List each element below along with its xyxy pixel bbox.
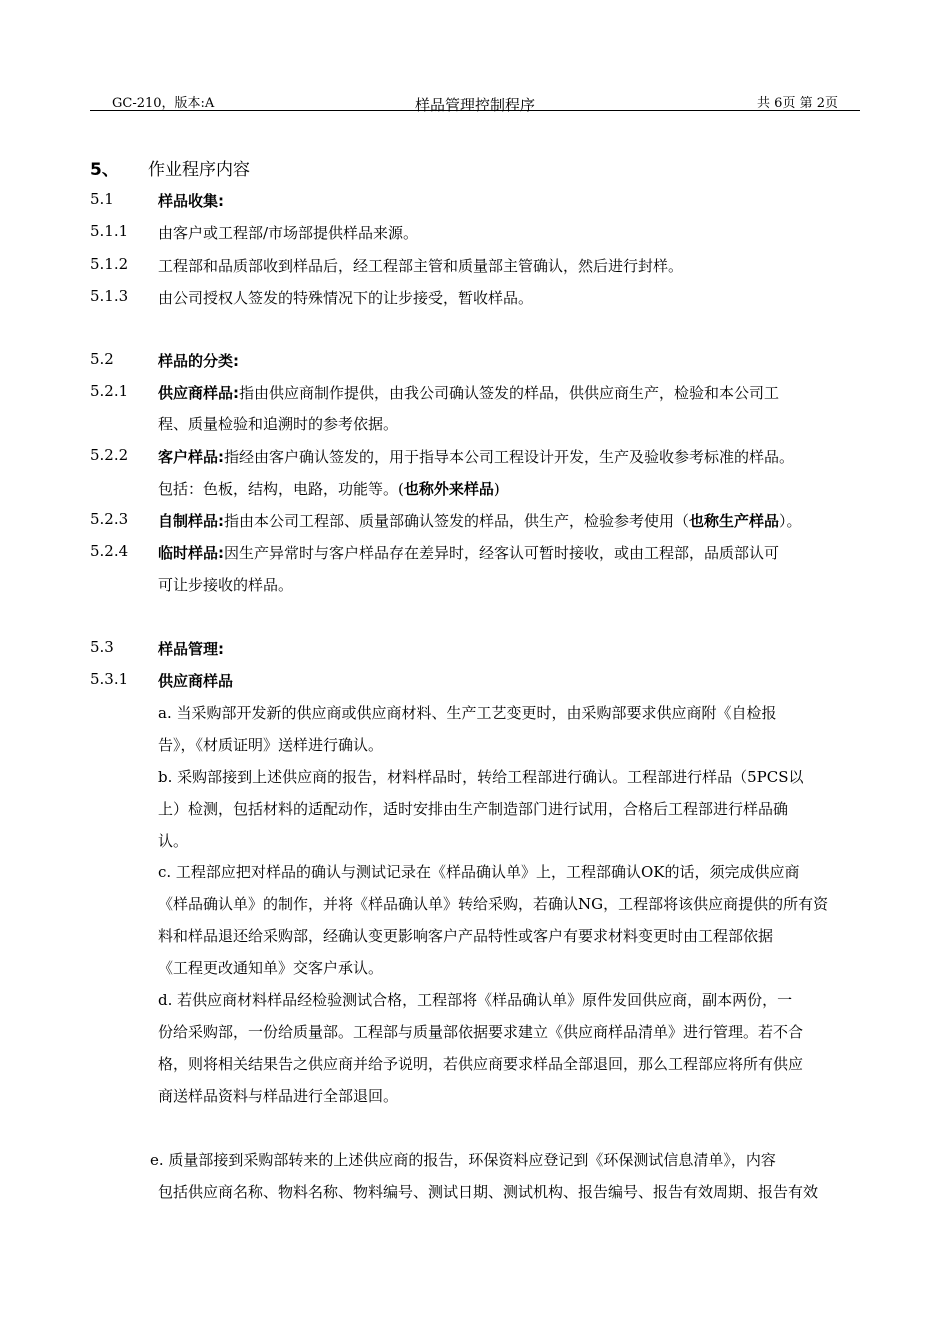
paragraph-e-line: e. 质量部接到采购部转来的上述供应商的报告，环保资料应登记到《环保测试信息清单》，内容 xyxy=(150,1151,776,1169)
doc-title: 样品管理控制程序 xyxy=(414,96,535,114)
page-header xyxy=(90,92,860,112)
paragraph-c-line: 《样品确认单》的制作，并将《样品确认单》转给采购，若确认NG，工程部将该供应商提供的所有资 xyxy=(158,895,829,913)
paragraph-a-line: a. 当采购部开发新的供应商或供应商材料、生产工艺变更时，由采购部要求供应商附《自检报 xyxy=(158,704,777,722)
paragraph-d-line: 份给采购部，一份给质量部。工程部与质量部依据要求建立《供应商样品清单》进行管理。若不合 xyxy=(158,1023,804,1041)
paragraph-d-line: 商送样品资料与样品进行全部退回。 xyxy=(158,1087,399,1105)
paragraph-b-line: 上）检测，包括材料的适配动作，适时安排由生产制造部门进行试用，合格后工程部进行样品确 xyxy=(158,800,789,818)
paragraph-c-line: c. 工程部应把对样品的确认与测试记录在《样品确认单》上，工程部确认OK的话，须完成供应商 xyxy=(158,863,800,881)
paragraph-d-line: 格，则将相关结果告之供应商并给予说明，若供应商要求样品全部退回，那么工程部应将所有供应 xyxy=(158,1055,804,1073)
paragraph-e-line: 包括供应商名称、物料名称、物料编号、测试日期、测试机构、报告编号、报告有效周期、报告有效 xyxy=(158,1183,819,1201)
page-info: 共 6页 第 2页 xyxy=(757,96,838,111)
paragraph-b-line: b. 采购部接到上述供应商的报告，材料样品时，转给工程部进行确认。工程部进行样品（5PCS以 xyxy=(158,768,804,786)
paragraph-b-line: 认。 xyxy=(158,832,189,850)
paragraph-c-line: 料和样品退还给采购部，经确认变更影响客户产品特性或客户有要求材料变更时由工程部依据 xyxy=(158,927,774,945)
doc-code: GC-210，版本:A xyxy=(112,96,215,111)
paragraph-d-line: d. 若供应商材料样品经检验测试合格，工程部将《样品确认单》原件发回供应商，副本两份，一 xyxy=(158,991,793,1009)
paragraph-a-line: 告》，《材质证明》送样进行确认。 xyxy=(158,736,384,754)
paragraph-c-line: 《工程更改通知单》交客户承认。 xyxy=(158,959,384,977)
header-divider xyxy=(90,110,860,111)
